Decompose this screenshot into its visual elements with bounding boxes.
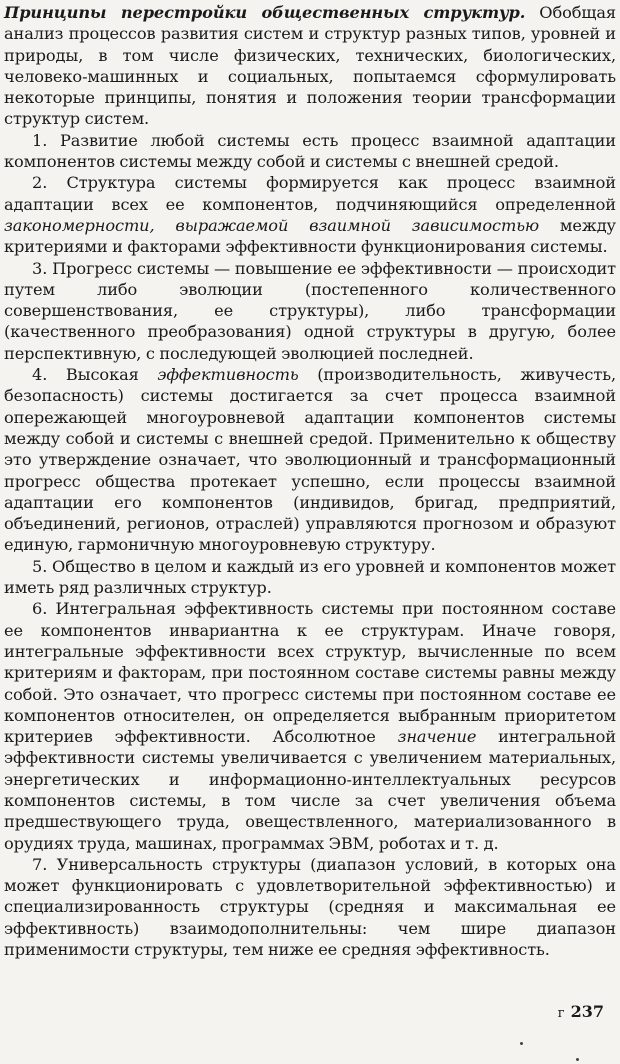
paragraph-3: 3. Прогресс системы — повышение ее эффективности — происходит путем либо эволюции (постепенного количественного совершенствования, ее структуры), либо трансформации (качественного преобразования) одной структуры в другую, более перспективную, с последующей эволюцией последней. (4, 258, 616, 363)
paragraph-7: 7. Универсальность структуры (диапазон условий, в которых она может функционировать с удовлетворительной эффективностью) и специализированность структуры (средняя и максимальная ее эффективность) взаимодополнительны: чем шире диапазон применимости структуры, тем ниже ее средняя эффективность. (4, 854, 616, 960)
intro-text: Обобщая анализ процессов развития систем и структур разных типов, уровней и природы, в том числе физических, технических, биологических, человеко-машинных и социальных, попытаемся сформулировать некоторые принципы, понятия и положения теории трансформации структур систем. (4, 3, 617, 129)
paragraph-1: 1. Развитие любой системы есть процесс взаимной адаптации компонентов системы между собой и системы с внешней средой. (4, 130, 616, 172)
paragraph-2-text-a: 2. Структура системы формируется как процесс взаимной адаптации всех ее компонентов, подчиняющийся определенной (4, 173, 616, 214)
paragraph-6-text-a: 6. Интегральная эффективность системы при постоянном составе ее компонентов инвариантна к ее структурам. Иначе говоря, интегральные эффективности всех структур, вычисленные по всем критериям и факторам, при постоянном составе системы равны между собой. Это означает, что прогресс системы при постоянном составе ее компонентов относителен, он определяется выбранным приоритетом критериев эффективности. Абсолютное (4, 599, 616, 747)
paragraph-6 (4, 598, 616, 854)
paragraph-4-text-a: 4. Высокая (32, 365, 158, 385)
paragraph-4-text-c: (производительность, живучесть, безопасность) системы достигается за счет процесса взаимной опережающей многоуровневой адаптации компонентов системы между собой и системы с внешней средой. Применительно к обществу это утверждение означает, что эволюционный и трансформационный прогресс общества протекает успешно, если процессы взаимной адаптации его компонентов (индивидов, бригад, предприятий, объединений, регионов, отраслей) управляются прогнозом и образуют единую, гармоничную многоуровневую структуру. (4, 365, 616, 555)
paragraph-5: 5. Общество в целом и каждый из его уровней и компонентов может иметь ряд различных структур. (4, 556, 616, 598)
paragraph-2-emphasis: закономерности, выражаемой взаимной зависимостью (4, 215, 540, 235)
paragraph-6-emphasis: значение (397, 727, 477, 747)
paragraph-4-emphasis: эффективность (157, 365, 299, 385)
paragraph-2 (4, 172, 616, 257)
section-heading: Принципы перестройки общественных структур. (4, 3, 526, 22)
page-number: 237 (570, 1002, 604, 1021)
paragraph-4 (4, 364, 616, 556)
paragraph-2-text-c: между критериями и факторами эффективности функционирования системы. (4, 215, 616, 257)
paragraph-6-text-c: интегральной эффективности системы увеличивается с увеличением материальных, энергетических и информационно-интеллектуальных ресурсов компонентов системы, в том числе за счет увеличения объема предшествующего труда, овеществленного, материализованного в орудиях труда, машинах, программах ЭВМ, роботах и т. д. (4, 727, 616, 853)
paragraph-intro (4, 2, 616, 130)
footer-mark: г (557, 1006, 565, 1021)
print-speck (576, 1058, 579, 1061)
page-footer (558, 1002, 604, 1021)
print-speck (520, 1042, 523, 1045)
